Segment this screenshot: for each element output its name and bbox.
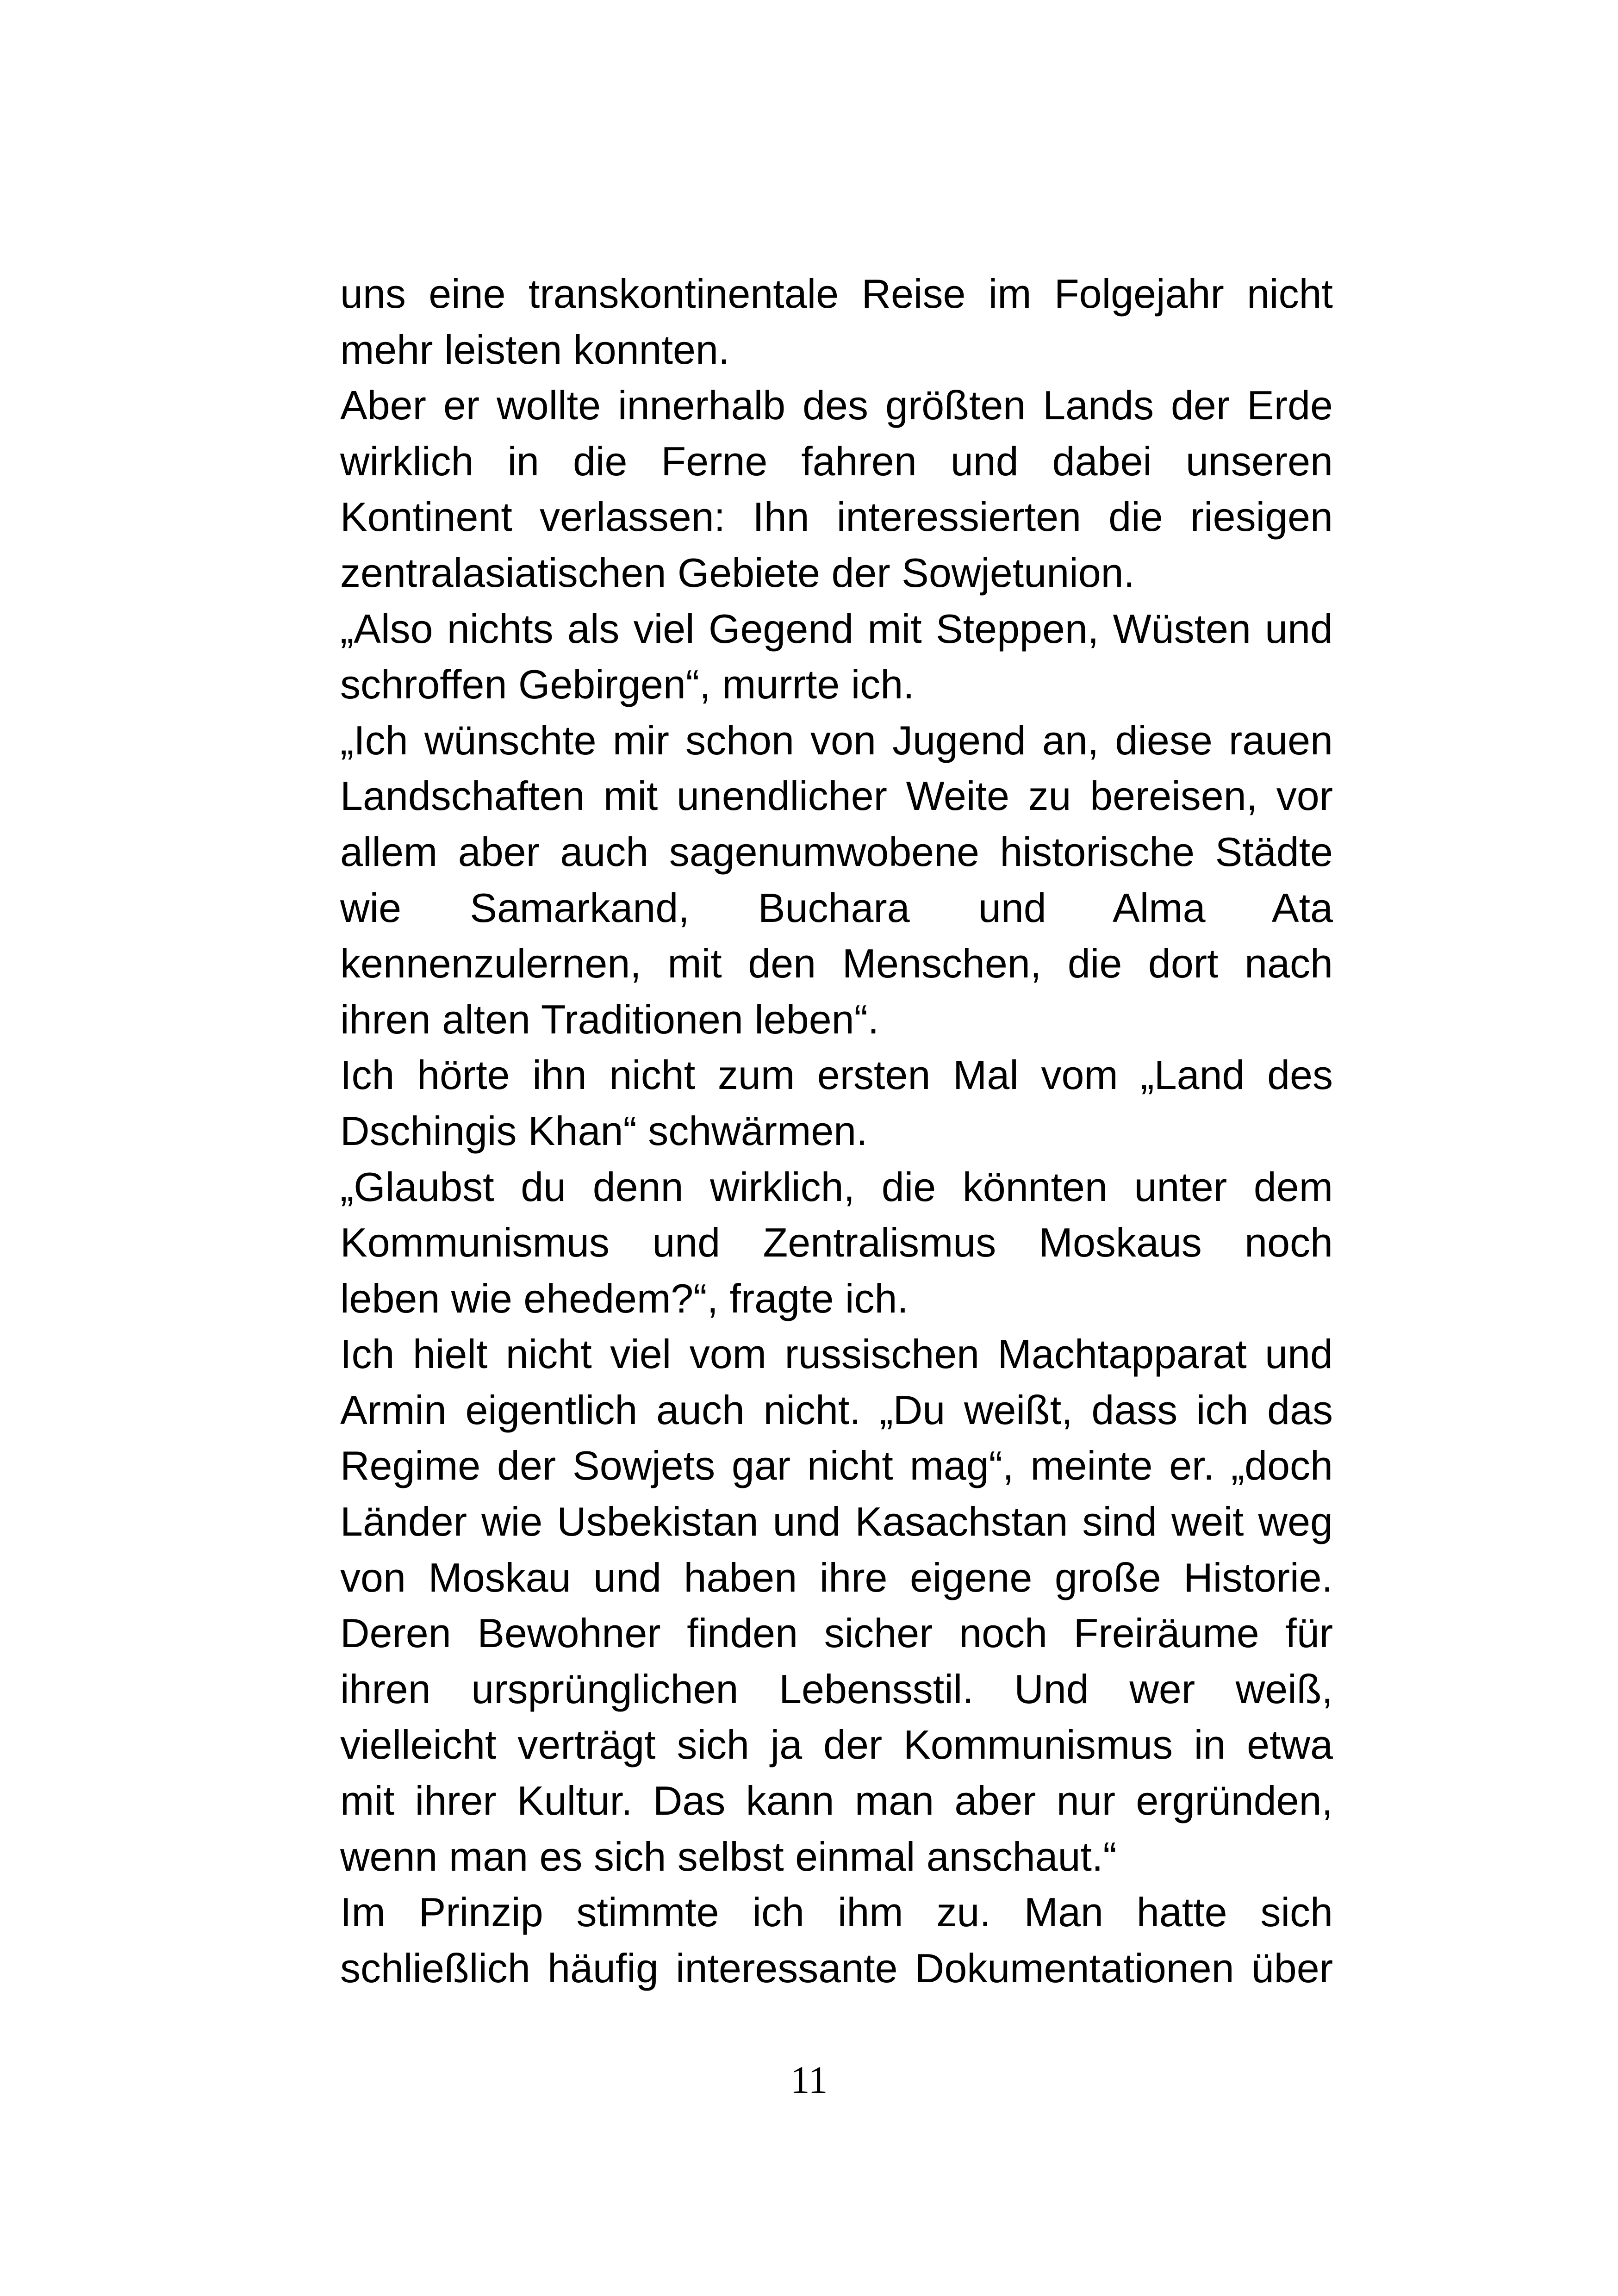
text-line: Dschingis Khan“ schwärmen. xyxy=(340,1108,868,1154)
text-line: mehr leisten konnten. xyxy=(340,326,730,373)
text-line: Ich hörte ihn nicht zum ersten Mal vom „Land des xyxy=(340,1052,1333,1098)
text-line: schließlich häufig interessante Dokumentationen über xyxy=(340,1945,1333,1991)
text-line: ihren ursprünglichen Lebensstil. Und wer weiß, xyxy=(340,1666,1333,1712)
text-line: leben wie ehedem?“, fragte ich. xyxy=(340,1275,909,1321)
text-line: Kontinent verlassen: Ihn interessierten die riesigen xyxy=(340,494,1333,540)
text-line: allem aber auch sagenumwobene historische Städte xyxy=(340,828,1333,875)
text-line: „Glaubst du denn wirklich, die könnten unter dem xyxy=(340,1164,1333,1210)
text-line: zentralasiatischen Gebiete der Sowjetunion. xyxy=(340,549,1135,596)
text-line: wirklich in die Ferne fahren und dabei unseren xyxy=(340,438,1333,484)
text-line: Im Prinzip stimmte ich ihm zu. Man hatte sich xyxy=(340,1889,1333,1935)
text-line: „Ich wünschte mir schon von Jugend an, diese rauen xyxy=(340,717,1333,763)
text-line: schroffen Gebirgen“, murrte ich. xyxy=(340,661,915,708)
text-line: Aber er wollte innerhalb des größten Lands der Erde xyxy=(340,382,1333,429)
text-line: „Also nichts als viel Gegend mit Steppen, Wüsten und xyxy=(340,605,1333,652)
page-number: 11 xyxy=(790,2059,828,2102)
text-line: Armin eigentlich auch nicht. „Du weißt, dass ich das xyxy=(340,1387,1333,1433)
text-line: vielleicht verträgt sich ja der Kommunismus in etwa xyxy=(340,1722,1333,1768)
text-line: Ich hielt nicht viel vom russischen Machtapparat und xyxy=(340,1331,1333,1377)
text-line: Landschaften mit unendlicher Weite zu bereisen, vor xyxy=(340,773,1333,819)
text-line: uns eine transkontinentale Reise im Folgejahr nicht xyxy=(340,271,1333,317)
text-line: ihren alten Traditionen leben“. xyxy=(340,996,879,1042)
text-line: wie Samarkand, Buchara und Alma Ata xyxy=(340,884,1333,931)
text-line: Kommunismus und Zentralismus Moskaus noch xyxy=(340,1220,1333,1266)
text-line: von Moskau und haben ihre eigene große Historie. xyxy=(340,1554,1333,1600)
text-line: Länder wie Usbekistan und Kasachstan sind weit weg xyxy=(340,1499,1333,1545)
text-line: kennenzulernen, mit den Menschen, die dort nach xyxy=(340,940,1333,987)
text-line: Deren Bewohner finden sicher noch Freiräume für xyxy=(340,1610,1333,1656)
body-text xyxy=(340,266,1333,1996)
text-line: wenn man es sich selbst einmal anschaut.“ xyxy=(340,1833,1117,1879)
text-line: Regime der Sowjets gar nicht mag“, meinte er. „doch xyxy=(340,1443,1333,1489)
text-line: mit ihrer Kultur. Das kann man aber nur ergründen, xyxy=(340,1778,1333,1824)
